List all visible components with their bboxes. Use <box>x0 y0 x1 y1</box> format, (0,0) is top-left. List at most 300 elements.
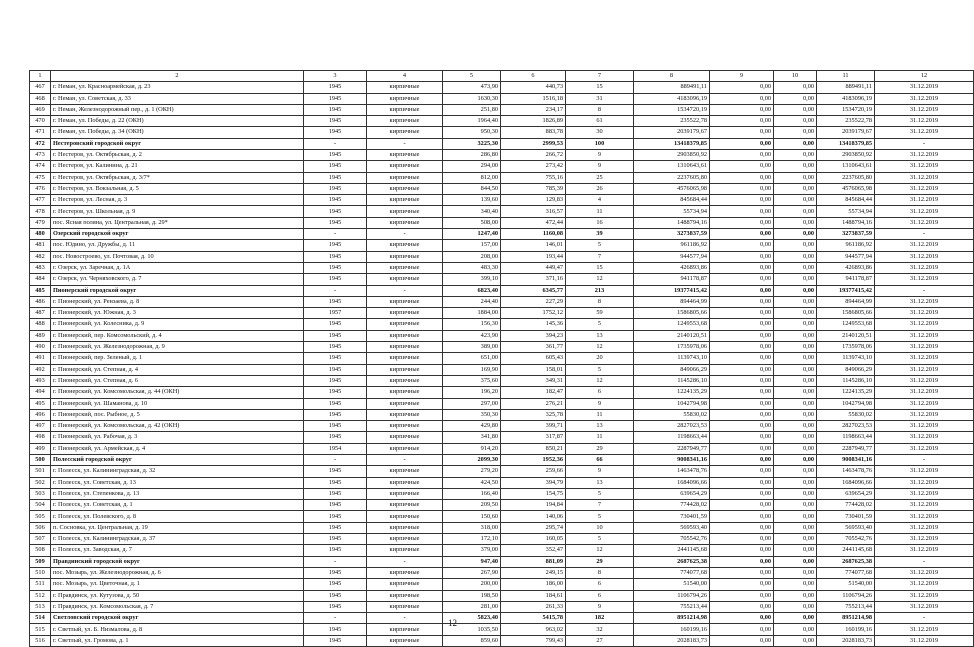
table-cell: 19377415,42 <box>817 285 875 296</box>
table-cell: 29 <box>566 556 634 567</box>
table-cell: 31.12.2019 <box>875 522 974 533</box>
table-cell: 894464,99 <box>817 296 875 307</box>
table-cell: 755213,44 <box>634 601 710 612</box>
table-cell: 13418379,85 <box>817 138 875 149</box>
table-row <box>30 387 974 398</box>
table-cell: г. Нестеров, ул. Вокзальная, д. 5 <box>51 183 304 194</box>
table-cell: 5 <box>566 511 634 522</box>
table-cell: 13418379,85 <box>634 138 710 149</box>
table-cell: 39 <box>566 229 634 240</box>
table-cell: кирпичные <box>367 308 443 319</box>
table-cell: 31.12.2019 <box>875 511 974 522</box>
table-cell: 182,47 <box>501 387 566 398</box>
table-cell: 493 <box>30 375 51 386</box>
table-cell: 198,50 <box>443 590 501 601</box>
table-cell: 156,30 <box>443 319 501 330</box>
table-cell: 31.12.2019 <box>875 161 974 172</box>
table-cell: 316,57 <box>501 206 566 217</box>
table-cell: 276,21 <box>501 398 566 409</box>
table-cell: 8951214,98 <box>634 613 710 624</box>
table-cell: 1945 <box>304 398 367 409</box>
table-cell: 389,00 <box>443 342 501 353</box>
column-header: 2 <box>51 71 304 82</box>
table-cell: 0,00 <box>710 455 774 466</box>
table-cell: 31.12.2019 <box>875 590 974 601</box>
table-cell: 8 <box>566 104 634 115</box>
table-cell: 0,00 <box>710 217 774 228</box>
table-cell: 0,00 <box>710 93 774 104</box>
district-summary-row <box>30 556 974 567</box>
table-cell: 0,00 <box>774 477 817 488</box>
table-cell: 1945 <box>304 206 367 217</box>
table-cell: г. Пионерский, пер. Комсомольский, д. 4 <box>51 330 304 341</box>
table-header-row <box>30 71 974 82</box>
table-cell: 6823,40 <box>443 285 501 296</box>
table-cell: 31.12.2019 <box>875 149 974 160</box>
table-row <box>30 522 974 533</box>
table-cell: 8 <box>566 567 634 578</box>
table-cell: кирпичные <box>367 635 443 646</box>
table-cell: 209,50 <box>443 500 501 511</box>
table-cell: 1139743,10 <box>634 353 710 364</box>
table-cell: 1945 <box>304 635 367 646</box>
table-cell: 0,00 <box>710 477 774 488</box>
table-cell: 569593,40 <box>634 522 710 533</box>
table-cell: Светловский городской округ <box>51 613 304 624</box>
table-cell: 495 <box>30 398 51 409</box>
table-cell: 318,00 <box>443 522 501 533</box>
table-cell: 295,74 <box>501 522 566 533</box>
table-cell: 9 <box>566 601 634 612</box>
table-cell: 477 <box>30 195 51 206</box>
table-cell: 1630,30 <box>443 93 501 104</box>
table-cell: г. Пионерский, ул. Комсомольская, д. 44 (ОКН) <box>51 387 304 398</box>
table-row <box>30 466 974 477</box>
table-cell: 2827023,53 <box>634 421 710 432</box>
table-cell: 0,00 <box>710 342 774 353</box>
table-cell: 1945 <box>304 217 367 228</box>
table-cell: 498 <box>30 432 51 443</box>
table-cell: 1198663,44 <box>634 432 710 443</box>
table-cell: 889491,11 <box>634 82 710 93</box>
table-cell: 2827023,53 <box>817 421 875 432</box>
table-cell: 235522,78 <box>817 116 875 127</box>
table-cell: г. Полесск, ул. Советская, д. 1 <box>51 500 304 511</box>
table-cell: 1945 <box>304 432 367 443</box>
table-row <box>30 500 974 511</box>
table-cell: 0,00 <box>710 195 774 206</box>
table-cell: 485 <box>30 285 51 296</box>
table-cell: 424,50 <box>443 477 501 488</box>
table-cell: г. Озерск, ул. Заречная, д. 1А <box>51 262 304 273</box>
table-cell: 169,90 <box>443 364 501 375</box>
table-cell: 1945 <box>304 567 367 578</box>
table-cell: 234,17 <box>501 104 566 115</box>
table-cell: 500 <box>30 455 51 466</box>
table-cell: 350,30 <box>443 409 501 420</box>
table-cell: 0,00 <box>710 308 774 319</box>
table-cell: 31.12.2019 <box>875 364 974 375</box>
table-cell: 1735978,06 <box>817 342 875 353</box>
table-cell: 27 <box>566 635 634 646</box>
table-cell: 0,00 <box>710 104 774 115</box>
table-cell: 0,00 <box>774 511 817 522</box>
table-cell: 0,00 <box>710 206 774 217</box>
table-cell: кирпичные <box>367 387 443 398</box>
table-cell: 0,00 <box>774 296 817 307</box>
table-row <box>30 104 974 115</box>
table-cell: 55734,94 <box>634 206 710 217</box>
table-cell: 0,00 <box>774 116 817 127</box>
table-cell: 0,00 <box>710 624 774 635</box>
table-row <box>30 161 974 172</box>
table-cell: 483,30 <box>443 262 501 273</box>
table-cell: г. Неман, Железнодорожный пер., д. 1 (ОКН) <box>51 104 304 115</box>
table-cell: - <box>367 613 443 624</box>
table-cell: 0,00 <box>774 195 817 206</box>
table-cell: 4576065,98 <box>817 183 875 194</box>
register-table <box>29 70 974 647</box>
table-cell: - <box>367 285 443 296</box>
column-header: 6 <box>501 71 566 82</box>
table-cell: 1106794,26 <box>634 590 710 601</box>
table-cell: 31.12.2019 <box>875 342 974 353</box>
table-cell: 1826,89 <box>501 116 566 127</box>
table-cell: кирпичные <box>367 590 443 601</box>
table-row <box>30 274 974 285</box>
table-cell: 1945 <box>304 466 367 477</box>
table-cell: 150,60 <box>443 511 501 522</box>
table-cell: 244,40 <box>443 296 501 307</box>
table-row <box>30 308 974 319</box>
table-cell: 11 <box>566 206 634 217</box>
table-cell: 0,00 <box>710 511 774 522</box>
table-cell: 0,00 <box>774 330 817 341</box>
table-cell: кирпичные <box>367 567 443 578</box>
table-cell: 31.12.2019 <box>875 308 974 319</box>
column-header: 5 <box>443 71 501 82</box>
table-cell: 2039179,67 <box>634 127 710 138</box>
table-cell: - <box>367 455 443 466</box>
table-cell: 1945 <box>304 601 367 612</box>
table-cell: 31.12.2019 <box>875 206 974 217</box>
table-cell: кирпичные <box>367 500 443 511</box>
table-cell: 510 <box>30 567 51 578</box>
table-cell: 950,30 <box>443 127 501 138</box>
table-cell: 889491,11 <box>817 82 875 93</box>
table-cell: 1884,00 <box>443 308 501 319</box>
table-cell: 200,00 <box>443 579 501 590</box>
table-cell: 0,00 <box>774 342 817 353</box>
table-cell: 501 <box>30 466 51 477</box>
table-cell: 1945 <box>304 500 367 511</box>
table-cell: 1945 <box>304 624 367 635</box>
table-cell: 476 <box>30 183 51 194</box>
table-cell: 31.12.2019 <box>875 274 974 285</box>
table-cell: 639654,29 <box>634 488 710 499</box>
table-row <box>30 206 974 217</box>
table-cell: 0,00 <box>774 285 817 296</box>
table-cell: 0,00 <box>774 161 817 172</box>
table-cell: 509 <box>30 556 51 567</box>
table-cell: 467 <box>30 82 51 93</box>
table-cell: 2237605,80 <box>634 172 710 183</box>
table-cell: кирпичные <box>367 432 443 443</box>
table-cell: 473,90 <box>443 82 501 93</box>
table-cell: 55830,02 <box>817 409 875 420</box>
table-cell: 2140120,51 <box>817 330 875 341</box>
table-cell: г. Пионерский, ул. Комсомольская, д. 42 (ОКН) <box>51 421 304 432</box>
table-cell: 0,00 <box>774 183 817 194</box>
table-cell: 1160,08 <box>501 229 566 240</box>
table-cell: 605,43 <box>501 353 566 364</box>
table-cell: 1954 <box>304 443 367 454</box>
column-header: 7 <box>566 71 634 82</box>
district-summary-row <box>30 138 974 149</box>
table-cell: 154,75 <box>501 488 566 499</box>
table-cell: кирпичные <box>367 217 443 228</box>
table-cell: 514 <box>30 613 51 624</box>
table-cell: 5 <box>566 240 634 251</box>
table-cell: г. Нестеров, ул. Лесная, д. 3 <box>51 195 304 206</box>
table-cell: кирпичные <box>367 522 443 533</box>
table-cell: 516 <box>30 635 51 646</box>
table-cell: 251,80 <box>443 104 501 115</box>
table-cell: 31.12.2019 <box>875 296 974 307</box>
table-cell: 1145286,10 <box>634 375 710 386</box>
table-cell: 11 <box>566 432 634 443</box>
table-cell: 0,00 <box>710 285 774 296</box>
table-cell: 100 <box>566 138 634 149</box>
table-cell: 7 <box>566 500 634 511</box>
table-cell: 9008341,16 <box>817 455 875 466</box>
table-cell: 478 <box>30 206 51 217</box>
table-cell: 1945 <box>304 274 367 285</box>
table-cell: 196,20 <box>443 387 501 398</box>
table-cell: 31.12.2019 <box>875 567 974 578</box>
table-cell: 59 <box>566 308 634 319</box>
table-cell: 157,00 <box>443 240 501 251</box>
table-cell: 1945 <box>304 149 367 160</box>
table-cell: 469 <box>30 104 51 115</box>
table-cell: 730401,59 <box>634 511 710 522</box>
table-cell: 259,66 <box>501 466 566 477</box>
table-cell: пос. Мозырь, ул. Железнодорожная, д. 6 <box>51 567 304 578</box>
table-cell: 31.12.2019 <box>875 251 974 262</box>
table-row <box>30 545 974 556</box>
table-cell: 1945 <box>304 104 367 115</box>
table-cell: 5 <box>566 364 634 375</box>
table-cell: 774077,68 <box>634 567 710 578</box>
table-cell: 31.12.2019 <box>875 353 974 364</box>
table-cell: 0,00 <box>710 161 774 172</box>
table-cell: 0,00 <box>774 262 817 273</box>
table-cell: 1145286,10 <box>817 375 875 386</box>
table-cell: 0,00 <box>774 409 817 420</box>
table-row <box>30 262 974 273</box>
table-cell: 31.12.2019 <box>875 82 974 93</box>
table-cell: - <box>304 556 367 567</box>
table-cell: 5 <box>566 534 634 545</box>
table-cell: кирпичные <box>367 330 443 341</box>
table-cell: 0,00 <box>774 455 817 466</box>
table-cell: 1945 <box>304 545 367 556</box>
table-cell: г. Полесск, ул. Полевского, д. 8 <box>51 511 304 522</box>
table-cell: 394,23 <box>501 330 566 341</box>
table-cell: 1945 <box>304 251 367 262</box>
table-cell: 2287949,77 <box>634 443 710 454</box>
column-header: 8 <box>634 71 710 82</box>
table-cell: 1945 <box>304 330 367 341</box>
table-cell: 6345,77 <box>501 285 566 296</box>
table-row <box>30 601 974 612</box>
table-cell: 0,00 <box>774 488 817 499</box>
table-cell: 1945 <box>304 93 367 104</box>
table-cell: 0,00 <box>774 387 817 398</box>
table-cell: 941178,87 <box>634 274 710 285</box>
table-cell: 31.12.2019 <box>875 183 974 194</box>
table-cell: 0,00 <box>710 262 774 273</box>
table-cell: 0,00 <box>774 545 817 556</box>
table-cell: 429,80 <box>443 421 501 432</box>
table-cell: 487 <box>30 308 51 319</box>
table-row <box>30 330 974 341</box>
table-cell: 511 <box>30 579 51 590</box>
table-cell: 0,00 <box>774 601 817 612</box>
table-cell: 944577,94 <box>817 251 875 262</box>
table-cell: 160199,16 <box>817 624 875 635</box>
table-cell: 0,00 <box>710 296 774 307</box>
table-cell: 1945 <box>304 511 367 522</box>
table-cell: Пионерский городской округ <box>51 285 304 296</box>
table-cell: 31.12.2019 <box>875 104 974 115</box>
table-cell: 0,00 <box>710 545 774 556</box>
table-cell: 279,20 <box>443 466 501 477</box>
table-cell: 0,00 <box>710 251 774 262</box>
table-cell: 1945 <box>304 534 367 545</box>
table-cell: 0,00 <box>774 432 817 443</box>
table-cell: 0,00 <box>774 635 817 646</box>
table-cell: 2903850,92 <box>634 149 710 160</box>
table-cell: 5 <box>566 488 634 499</box>
table-cell: 1945 <box>304 488 367 499</box>
table-cell: 0,00 <box>774 590 817 601</box>
table-cell: 61 <box>566 116 634 127</box>
table-cell: 1249553,68 <box>817 319 875 330</box>
table-cell: кирпичные <box>367 534 443 545</box>
table-cell: 0,00 <box>774 82 817 93</box>
table-row <box>30 477 974 488</box>
table-row <box>30 375 974 386</box>
table-cell: - <box>367 556 443 567</box>
table-cell: 1534720,19 <box>634 104 710 115</box>
table-cell: 506 <box>30 522 51 533</box>
table-cell: 12 <box>566 545 634 556</box>
table-body <box>30 71 974 647</box>
table-cell: Нестеровский городской округ <box>51 138 304 149</box>
table-cell: 0,00 <box>710 488 774 499</box>
table-cell: 479 <box>30 217 51 228</box>
table-cell: кирпичные <box>367 206 443 217</box>
table-cell: 32 <box>566 624 634 635</box>
table-cell: 9 <box>566 466 634 477</box>
table-cell: кирпичные <box>367 477 443 488</box>
table-cell: 4576065,98 <box>634 183 710 194</box>
table-cell: 9 <box>566 149 634 160</box>
table-cell: 488 <box>30 319 51 330</box>
table-cell: 1106794,26 <box>817 590 875 601</box>
table-cell: 2237605,80 <box>817 172 875 183</box>
table-cell: кирпичные <box>367 545 443 556</box>
table-cell: 182 <box>566 613 634 624</box>
table-row <box>30 172 974 183</box>
table-cell: 0,00 <box>710 387 774 398</box>
table-cell: 1042794,98 <box>634 398 710 409</box>
table-cell: 705542,76 <box>817 534 875 545</box>
table-cell: 286,80 <box>443 149 501 160</box>
table-cell: 774428,02 <box>817 500 875 511</box>
table-cell: 0,00 <box>774 567 817 578</box>
table-row <box>30 296 974 307</box>
table-cell: 13 <box>566 421 634 432</box>
table-cell: кирпичные <box>367 274 443 285</box>
table-cell: 394,79 <box>501 477 566 488</box>
table-row <box>30 93 974 104</box>
table-cell: 8951214,98 <box>817 613 875 624</box>
table-cell: г. Пионерский, ул. Рензаева, д. 8 <box>51 296 304 307</box>
table-cell: 1139743,10 <box>817 353 875 364</box>
table-cell: 426893,86 <box>634 262 710 273</box>
table-cell: 55830,02 <box>634 409 710 420</box>
table-cell: 317,87 <box>501 432 566 443</box>
table-cell: 1488794,16 <box>634 217 710 228</box>
table-cell: 172,10 <box>443 534 501 545</box>
table-cell: 705542,76 <box>634 534 710 545</box>
table-cell: 468 <box>30 93 51 104</box>
table-cell: г. Полесск, ул. Заводская, д. 7 <box>51 545 304 556</box>
table-cell: - <box>367 138 443 149</box>
table-cell: кирпичные <box>367 601 443 612</box>
table-cell: 505 <box>30 511 51 522</box>
table-cell: 484 <box>30 274 51 285</box>
table-cell: 26 <box>566 183 634 194</box>
table-cell: 4 <box>566 195 634 206</box>
table-cell: 1945 <box>304 579 367 590</box>
table-cell: 31.12.2019 <box>875 375 974 386</box>
table-cell: г. Правдинск, ул. Комсомольская, д. 7 <box>51 601 304 612</box>
table-cell: 0,00 <box>774 172 817 183</box>
table-cell: 194,84 <box>501 500 566 511</box>
table-cell: 31.12.2019 <box>875 477 974 488</box>
table-cell: 281,00 <box>443 601 501 612</box>
table-cell: 1035,50 <box>443 624 501 635</box>
table-cell: г. Пионерский, ул. Степная, д. 6 <box>51 375 304 386</box>
table-cell: 0,00 <box>710 138 774 149</box>
table-row <box>30 567 974 578</box>
table-cell: 0,00 <box>774 127 817 138</box>
table-cell: 6 <box>566 579 634 590</box>
table-row <box>30 443 974 454</box>
table-cell: кирпичные <box>367 93 443 104</box>
table-cell: 480 <box>30 229 51 240</box>
table-cell: 129,83 <box>501 195 566 206</box>
table-cell: 1224135,29 <box>634 387 710 398</box>
district-summary-row <box>30 285 974 296</box>
table-cell: г. Пионерский, ул. Степная, д. 4 <box>51 364 304 375</box>
table-cell: 497 <box>30 421 51 432</box>
table-cell: 1945 <box>304 342 367 353</box>
table-cell: - <box>875 285 974 296</box>
